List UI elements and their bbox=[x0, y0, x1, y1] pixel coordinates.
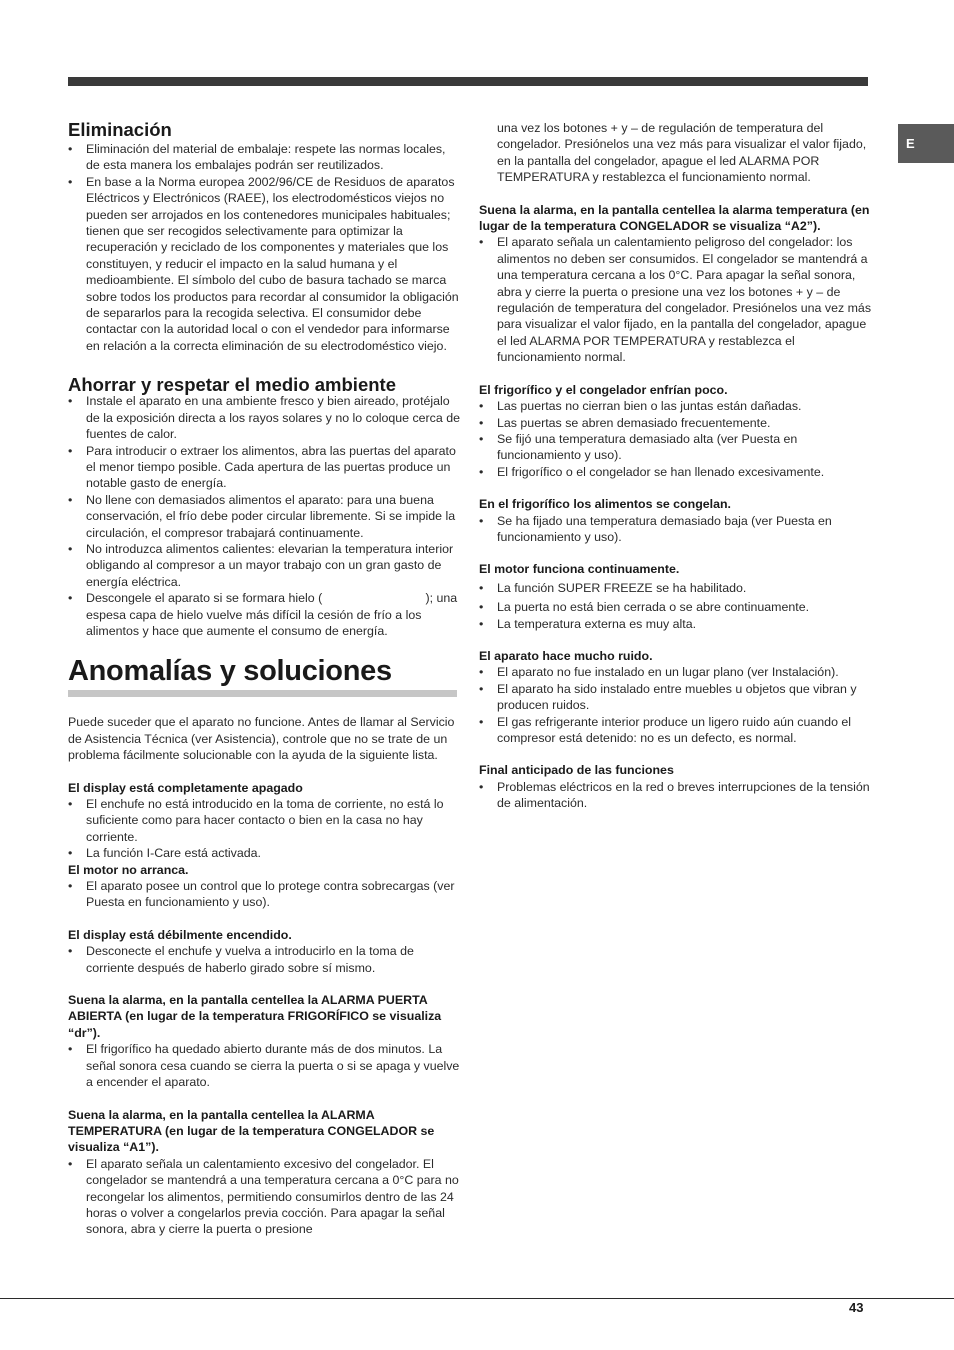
list-item: • El aparato señala un calentamiento peligroso del congelador: los alimentos no deben ser consumidos. El congelador se mantendrá a una temperatura cercana a los 0°C. Para apagar la señal sonora, abra y cierre la puerta o presione una vez los botones + y – de regulación de temperatura del congelador. Presiónelos una vez más para visualizar el valor fijado, en la pantalla del congelador, apague el led ALARMA POR TEMPERATURA y restablezca el funcionamiento normal. bbox=[479, 234, 871, 365]
heading-underline bbox=[68, 690, 457, 697]
list-item: • El gas refrigerante interior produce un ligero ruido aún cuando el compresor está detenido: no es un defecto, es normal. bbox=[479, 714, 871, 747]
list-item: • Problemas eléctricos en la red o breves interrupciones de la tensión de alimentación. bbox=[479, 779, 871, 812]
top-rule bbox=[68, 77, 868, 86]
problem-heading: El aparato hace mucho ruido. bbox=[479, 648, 653, 663]
list-item: • Instale el aparato en una ambiente fresco y bien aireado, protéjalo de la exposición directa a los rayos solares y no lo coloque cerca de fuentes de calor. bbox=[68, 393, 460, 442]
intro-paragraph: Puede suceder que el aparato no funcione. Antes de llamar al Servicio de Asistencia Técnica (ver Asistencia), controle que no se trate de un problema fácilmente solucionable con la ayuda de la siguiente lista. bbox=[68, 715, 455, 763]
problem-list bbox=[479, 234, 871, 365]
problem-list bbox=[479, 580, 871, 632]
list-item: • La función I-Care está activada. bbox=[68, 845, 460, 861]
problem-heading: El frigorífico y el congelador enfrían poco. bbox=[479, 382, 728, 397]
list-item: • No introduzca alimentos calientes: elevarian la temperatura interior obligando al compresor a un mayor trabajo con un gran gasto de energía eléctrica. bbox=[68, 541, 460, 590]
list-ahorrar bbox=[68, 393, 460, 639]
list-item: • Descongele el aparato si se formara hielo ( ); una espesa capa de hielo vuelve más difícil la cesión de frío a los alimentos y hace que aumente el consumo de energía. bbox=[68, 590, 460, 639]
list-item: • El frigorífico ha quedado abierto durante más de dos minutos. La señal sonora cesa cuando se cierra la puerta o si se apaga y vuelve a encender el aparato. bbox=[68, 1041, 460, 1090]
list-eliminacion bbox=[68, 141, 460, 354]
language-tab: E bbox=[898, 124, 954, 163]
list-item: • No llene con demasiados alimentos el aparato: para una buena conservación, el frío debe poder circular libremente. Si se impide la circulación, el compresor trabajará continuamente. bbox=[68, 492, 460, 541]
problem-list bbox=[68, 1041, 460, 1090]
list-item: • El enchufe no está introducido en la toma de corriente, no está lo suficiente como para hacer contacto o bien en la casa no hay corriente. bbox=[68, 796, 460, 845]
list-item: • El aparato ha sido instalado entre muebles u objetos que vibran y producen ruidos. bbox=[479, 681, 871, 714]
heading-anomalias: Anomalías y soluciones bbox=[68, 655, 392, 688]
problem-heading: En el frigorífico los alimentos se congelan. bbox=[479, 497, 731, 512]
list-item: • En base a la Norma europea 2002/96/CE de Residuos de aparatos Eléctricos y Electrónicos (RAEE), los electrodomésticos viejos no pueden ser arrojados en los contenedores municipales habituales; tienen que ser recogidos selectivamente para optimizar la recuperación y reciclado de los componentes y materiales que los constituyen, y reducir el impacto en la salud humana y el medioambiente. El símbolo del cubo de basura tachado se marca sobre todos los productos para recordar al consumidor la obligación de separarlos para la recogida selectiva. El consumidor debe contactar con la autoridad local o con el vendedor para informarse en relación a la correcta eliminación de su electrodoméstico viejo. bbox=[68, 174, 460, 354]
footer-rule bbox=[0, 1298, 954, 1299]
problem-list bbox=[479, 513, 871, 546]
problem-heading: Final anticipado de las funciones bbox=[479, 763, 674, 778]
heading-ahorrar: Ahorrar y respetar el medio ambiente bbox=[68, 374, 396, 396]
list-item: • La función SUPER FREEZE se ha habilitado. bbox=[479, 580, 871, 596]
list-item: • Se fijó una temperatura demasiado alta (ver Puesta en funcionamiento y uso). bbox=[479, 431, 871, 464]
problem-list bbox=[68, 878, 460, 911]
problem-list bbox=[68, 1156, 460, 1238]
list-item: • Eliminación del material de embalaje: respete las normas locales, de esta manera los embalajes podrán ser reutilizados. bbox=[68, 141, 460, 174]
continuation-paragraph: una vez los botones + y – de regulación de temperatura del congelador. Presiónelos una vez más para visualizar el valor fijado, en la pantalla del congelador, apague el led ALARMA POR TEMPERATURA y restablezca el funcionamiento normal. bbox=[497, 121, 867, 185]
problem-list bbox=[68, 796, 460, 862]
problem-heading: El display está completamente apagado bbox=[68, 780, 303, 795]
problem-heading: El motor funciona continuamente. bbox=[479, 562, 680, 577]
problem-heading: El motor no arranca. bbox=[68, 862, 189, 877]
list-item: • Desconecte el enchufe y vuelva a introducirlo en la toma de corriente después de haberlo girado sobre sí mismo. bbox=[68, 943, 460, 976]
problem-heading: El display está débilmente encendido. bbox=[68, 927, 292, 942]
problem-heading: Suena la alarma, en la pantalla centellea la alarma temperatura (en lugar de la temperatura CONGELADOR se visualiza “A2”). bbox=[479, 202, 870, 234]
list-item: • La temperatura externa es muy alta. bbox=[479, 616, 871, 632]
list-item: • El aparato posee un control que lo protege contra sobrecargas (ver Puesta en funcionamiento y uso). bbox=[68, 878, 460, 911]
list-item: • El frigorífico o el congelador se han llenado excesivamente. bbox=[479, 464, 871, 480]
heading-eliminacion: Eliminación bbox=[68, 119, 172, 140]
list-item: • La puerta no está bien cerrada o se abre continuamente. bbox=[479, 599, 871, 615]
problem-list bbox=[479, 664, 871, 746]
list-item: • Las puertas no cierran bien o las juntas están dañadas. bbox=[479, 398, 871, 414]
list-item: • Se ha fijado una temperatura demasiado baja (ver Puesta en funcionamiento y uso). bbox=[479, 513, 871, 546]
right-column bbox=[479, 119, 871, 812]
problem-heading: Suena la alarma, en la pantalla centellea la ALARMA PUERTA ABIERTA (en lugar de la temperatura FRIGORÍFICO se visualiza “dr”). bbox=[68, 993, 442, 1040]
list-item: • El aparato no fue instalado en un lugar plano (ver Instalación). bbox=[479, 664, 871, 680]
problem-list bbox=[68, 943, 460, 976]
list-item: • Para introducir o extraer los alimentos, abra las puertas del aparato el menor tiempo posible. Cada apertura de las puertas produce un notable gasto de energía. bbox=[68, 443, 460, 492]
problem-heading: Suena la alarma, en la pantalla centellea la ALARMA TEMPERATURA (en lugar de la temperatura CONGELADOR se visualiza “A1”). bbox=[68, 1107, 435, 1155]
problem-list bbox=[479, 779, 871, 812]
problem-list bbox=[479, 398, 871, 480]
left-column bbox=[68, 119, 460, 1238]
list-item: • El aparato señala un calentamiento excesivo del congelador. El congelador se mantendrá a una temperatura cercana a 0°C para no recongelar los alimentos, permitiendo consumirlos dentro de las 24 horas o volver a congelarlos previa cocción. Para apagar la señal sonora, abra y cierre la puerta o presione bbox=[68, 1156, 460, 1238]
page-number: 43 bbox=[849, 1300, 864, 1315]
list-item: • Las puertas se abren demasiado frecuentemente. bbox=[479, 415, 871, 431]
